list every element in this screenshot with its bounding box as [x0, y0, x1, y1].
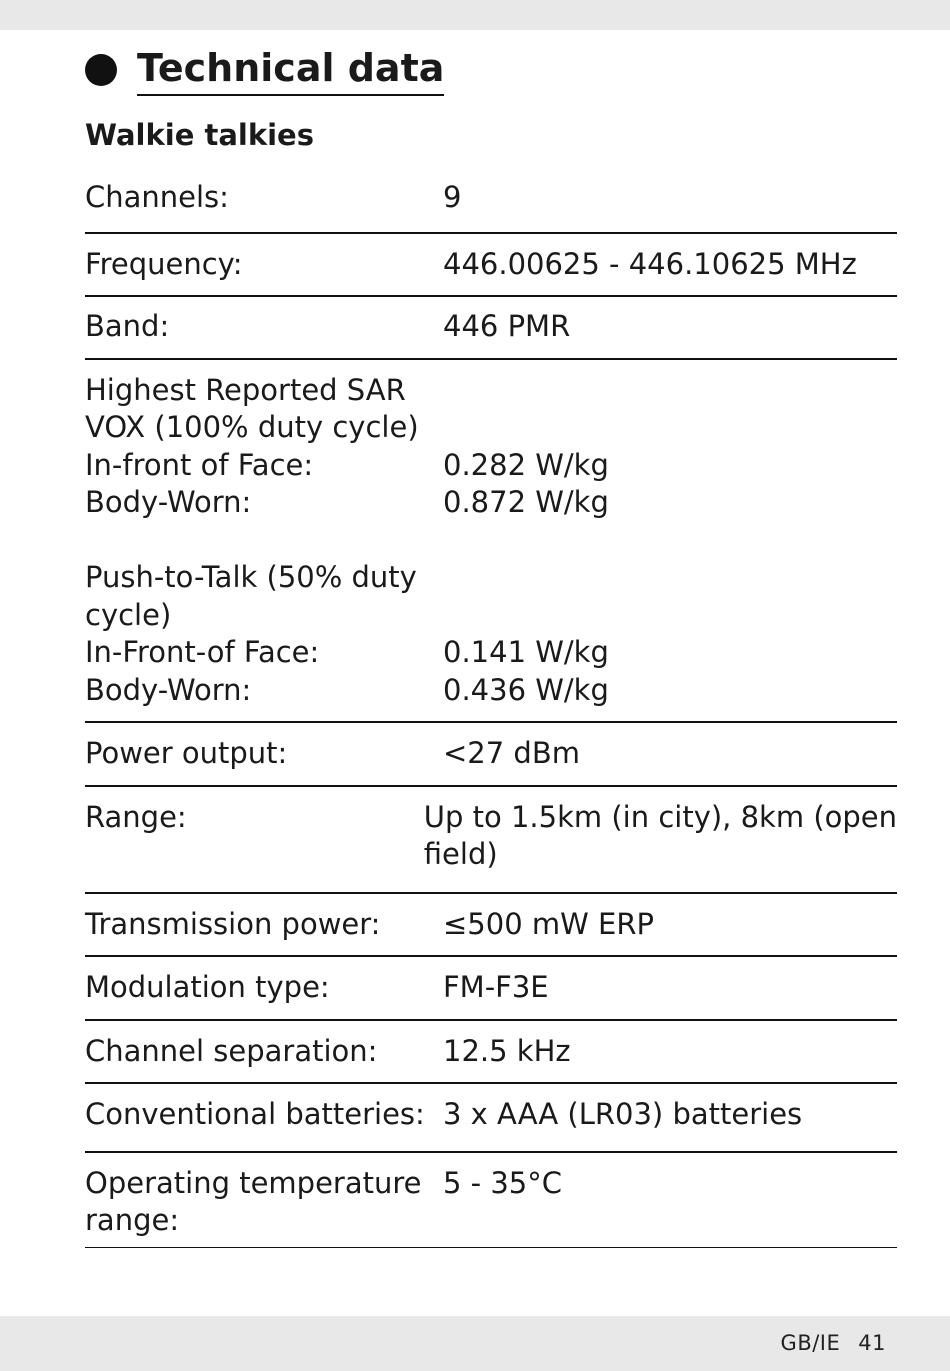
spec-row-range — [85, 787, 897, 894]
spec-label: Band: — [85, 309, 170, 343]
spec-label: Transmission power: — [85, 906, 381, 941]
spec-value: <27 dBm — [443, 736, 580, 770]
spec-label: Conventional batteries: — [85, 1097, 425, 1131]
spec-value: 446 PMR — [443, 309, 571, 343]
spec-value-line: 0.141 W/kg — [443, 635, 609, 669]
spec-table — [85, 172, 897, 1248]
spec-label — [85, 372, 443, 710]
spec-label-line: Body-Worn: — [85, 672, 252, 707]
spec-row-sar — [85, 360, 897, 724]
spec-value — [443, 372, 897, 710]
spacer — [443, 559, 897, 597]
spec-value-line: 0.436 W/kg — [443, 672, 609, 707]
page-number: 41 — [858, 1331, 886, 1355]
spec-value-line: field) — [423, 837, 498, 871]
spec-value: 9 — [443, 180, 462, 214]
spacer — [443, 597, 897, 635]
spacer — [443, 522, 897, 560]
spec-label: Power output: — [85, 736, 288, 770]
spec-value: 5 - 35°C — [443, 1165, 563, 1200]
section-bullet-icon — [85, 54, 117, 86]
spec-value-line: 0.872 W/kg — [443, 485, 609, 519]
spec-value: 446.00625 - 446.10625 MHz — [443, 246, 857, 281]
spec-value-line: 0.282 W/kg — [443, 447, 609, 482]
top-margin-band — [0, 0, 950, 30]
spec-label: Channel separation: — [85, 1033, 378, 1068]
spec-row-channel-separation — [85, 1021, 897, 1085]
spec-label-line: Body-Worn: — [85, 485, 252, 519]
spec-row-modulation-type — [85, 957, 897, 1021]
spec-row-batteries — [85, 1084, 897, 1153]
spec-value: 3 x AAA (LR03) batteries — [443, 1097, 803, 1131]
spec-row-channels — [85, 172, 897, 234]
footer-region: GB/IE — [780, 1331, 841, 1355]
spec-row-power-output — [85, 723, 897, 787]
spec-label: Channels: — [85, 180, 229, 214]
footer — [781, 1331, 886, 1355]
spec-label-line: Highest Reported SAR — [85, 372, 406, 407]
spec-value — [424, 799, 897, 874]
spec-value-line: Up to 1.5km (in city), 8km (open — [423, 799, 897, 834]
spec-row-band — [85, 297, 897, 360]
spec-label-line: In-Front-of Face: — [85, 635, 320, 669]
spec-label-line: Push-to-Talk (50% duty — [85, 560, 417, 594]
spec-label-line: In-front of Face: — [85, 447, 314, 482]
spec-label-line: VOX (100% duty cycle) — [85, 410, 419, 444]
spacer — [443, 409, 897, 447]
spec-label: Modulation type: — [85, 970, 330, 1004]
spec-value: ≤500 mW ERP — [443, 906, 654, 941]
spec-value: 12.5 kHz — [443, 1033, 571, 1068]
spacer — [443, 372, 897, 410]
spec-row-operating-temperature — [85, 1153, 897, 1248]
spec-row-transmission-power — [85, 894, 897, 958]
spacer — [85, 522, 443, 560]
spec-label-line: Operating temperature — [85, 1165, 422, 1200]
spec-label — [85, 1165, 443, 1240]
page-title: Technical data — [137, 44, 444, 96]
spec-row-frequency — [85, 234, 897, 298]
spec-label-line: range: — [85, 1203, 180, 1237]
spec-value: FM-F3E — [443, 970, 549, 1004]
spec-label: Frequency: — [85, 246, 243, 281]
spec-label-line: cycle) — [85, 597, 172, 632]
spec-label: Range: — [85, 799, 187, 834]
section-subtitle: Walkie talkies — [85, 118, 314, 152]
